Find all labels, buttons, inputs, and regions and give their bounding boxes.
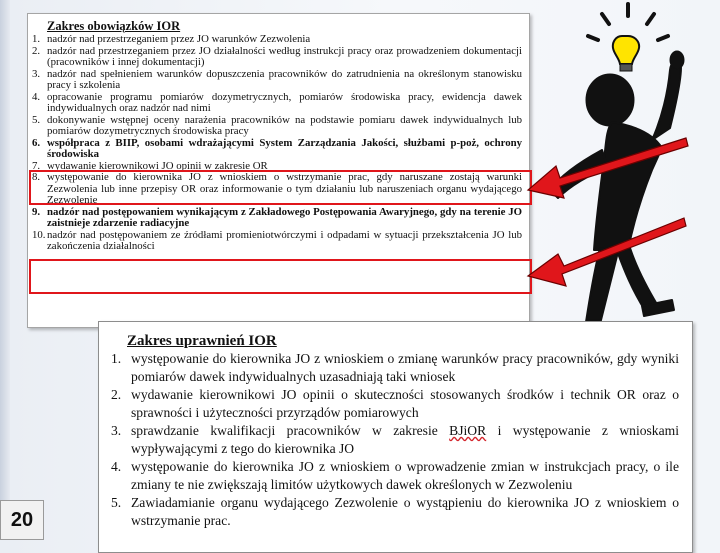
duty-text: nadzór nad postępowaniem wynikającym z Zakładowego Postępowania Awaryjnego, gdy na terenie JO zaistnieje zdarzenie radiacyjne [47,205,522,229]
arrow-icon-duty-9 [526,214,696,294]
duty-text: wydawanie kierownikowi JO opinii w zakresie OR [47,159,268,172]
duty-item [32,46,522,69]
duties-document [27,13,530,328]
duty-item-highlighted [32,138,522,161]
right-number: 2. [111,387,122,402]
duty-number: 2. [32,44,41,57]
duty-text: współpraca z BIIP, osobami wdrażającymi System Zarządzania Jakości, służbami p-poż, ochrony środowiska [47,136,522,160]
duty-item [32,92,522,115]
right-item [111,350,679,386]
duty-text: nadzór nad przestrzeganiem przez JO działalności według instrukcji pracy oraz prowadzeniem dokumentacji (pracowników i innej dokumentacji) [47,44,522,68]
duty-item [32,115,522,138]
right-number: 4. [111,459,122,474]
right-text-pre: sprawdzanie kwalifikacji pracowników w zakresie [131,423,450,438]
right-number: 5. [111,495,122,510]
duty-number: 7. [32,159,41,172]
duties-list [32,34,522,253]
duty-number: 9. [32,205,41,218]
duty-item-highlighted [32,207,522,230]
duty-item [32,230,522,253]
right-number: 3. [111,423,122,438]
right-text: wydawanie kierownikowi JO opinii o skuteczności stosowanych środków i technik OR oraz o sprawności i użyteczności przyrządów pomiarowych [131,387,679,420]
rights-content [111,332,679,530]
right-text: Zawiadamianie organu wydającego Zezwolenie o wystąpieniu do kierownika JO z wnioskiem o wstrzymanie prac. [131,495,679,528]
rights-title: Zakres uprawnień IOR [127,333,277,349]
duty-number: 1. [32,33,41,45]
duty-text: nadzór nad postępowaniem ze źródłami promieniotwórczymi i odpadami w sytuacji przekształcenia JO lub zakończenia działalności [47,228,522,252]
rights-document [98,321,693,553]
right-item [111,422,679,458]
duties-content [32,19,522,253]
duty-item [32,69,522,92]
arrow-icon-duty-6 [526,134,696,204]
right-text-marked: BJiOR [449,423,487,438]
duty-number: 10. [32,228,46,241]
right-item [111,458,679,494]
duty-number: 6. [32,136,41,149]
duty-number: 3. [32,67,41,80]
duty-text: dokonywanie wstępnej oceny narażenia pracowników na podstawie pomiaru dawek indywidualnych lub pomiarów dozymetrycznych środowiska pracy [47,113,522,137]
duty-text: opracowanie programu pomiarów dozymetrycznych, pomiarów środowiska pracy, ewidencja dawek indywidualnych oraz nadzór nad nimi [47,90,522,114]
right-item [111,386,679,422]
duties-title: Zakres obowiązków IOR [47,19,181,33]
right-item [111,494,679,530]
duty-item [32,172,522,207]
right-text: występowanie do kierownika JO z wnioskiem o zmianę warunków pracy pracowników, gdy wyniki pomiarów dawek indywidualnych uzasadniają taki wniosek [131,351,679,384]
right-text: występowanie do kierownika JO z wnioskiem o wprowadzenie zmian w instrukcjach pracy, o ile zmiany te nie zwiększają limitów użytkowych dawek określonych w Zezwoleniu [131,459,679,492]
duty-number: 5. [32,113,41,126]
lightbulb-icon [613,36,639,71]
side-decoration-bar [0,0,10,540]
duty-text: nadzór nad przestrzeganiem przez JO warunków Zezwolenia [47,33,311,45]
right-text-post: i występowanie z wnioskami wypływającymi z tego do kierownika JO [131,423,679,456]
duty-text: nadzór nad spełnieniem warunków dopuszczenia pracowników do zatrudnienia na określonym stanowisku pracy i szkolenia [47,67,522,91]
page-number: 20 [0,500,44,540]
lightbulb-rays [588,4,668,40]
right-number: 1. [111,351,122,366]
duty-text: występowanie do kierownika JO z wnioskiem o wstrzymanie prac, gdy naruszane zostają warunki Zezwolenia lub inne przepisy OR oraz informowanie o tym działaniu lub naruszeniach organu wydającego Zezwolenie [47,171,522,206]
duty-number: 4. [32,90,41,103]
duty-number: 8. [32,171,41,183]
rights-list [111,350,679,530]
